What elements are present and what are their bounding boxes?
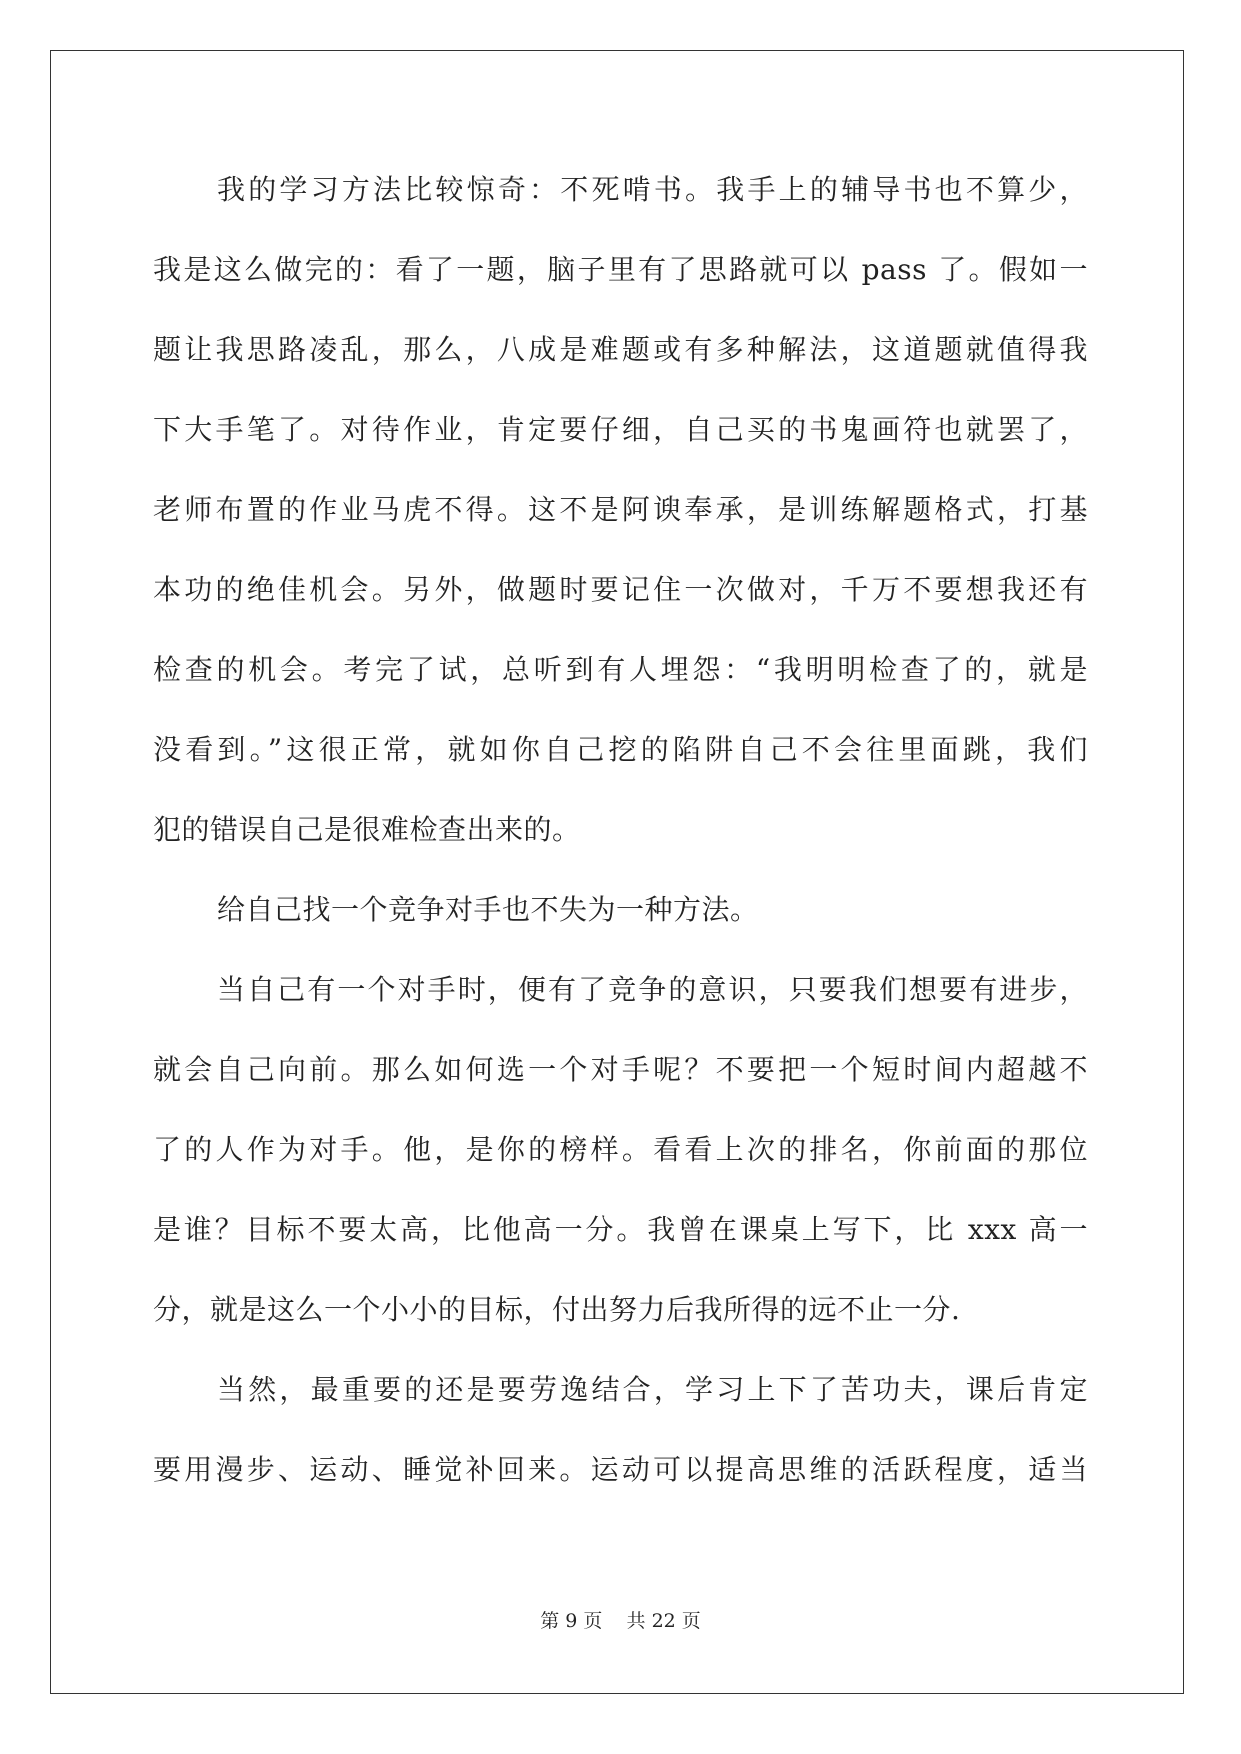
- paragraph-line: 没看到。”这很正常，就如你自己挖的陷阱自己不会往里面跳，我们: [153, 733, 1088, 766]
- document-body: [153, 150, 1088, 1510]
- paragraph-line: 我是这么做完的：看了一题，脑子里有了思路就可以 pass 了。假如一: [153, 253, 1088, 286]
- paragraph-line: 检查的机会。考完了试，总听到有人埋怨：“我明明检查了的，就是: [153, 653, 1088, 686]
- paragraph-line: 题让我思路凌乱，那么，八成是难题或有多种解法，这道题就值得我: [153, 333, 1088, 366]
- paragraph-line: 就会自己向前。那么如何选一个对手呢？不要把一个短时间内超越不: [153, 1053, 1088, 1086]
- paragraph-line: 了的人作为对手。他，是你的榜样。看看上次的排名，你前面的那位: [153, 1133, 1088, 1166]
- paragraph-line: 当自己有一个对手时，便有了竞争的意识，只要我们想要有进步，: [217, 973, 1088, 1006]
- paragraph-line: 给自己找一个竞争对手也不失为一种方法。: [217, 893, 759, 926]
- paragraph-line: 当然，最重要的还是要劳逸结合，学习上下了苦功夫，课后肯定: [217, 1373, 1088, 1406]
- paragraph-line: 分，就是这么一个小小的目标，付出努力后我所得的远不止一分.: [153, 1293, 961, 1326]
- paragraph-line: 下大手笔了。对待作业，肯定要仔细，自己买的书鬼画符也就罢了，: [153, 413, 1088, 446]
- paragraph-line: 本功的绝佳机会。另外，做题时要记住一次做对，千万不要想我还有: [153, 573, 1088, 606]
- paragraph-line: 老师布置的作业马虎不得。这不是阿谀奉承，是训练解题格式，打基: [153, 493, 1088, 526]
- paragraph-line: 我的学习方法比较惊奇：不死啃书。我手上的辅导书也不算少，: [217, 173, 1088, 206]
- paragraph-line: 要用漫步、运动、睡觉补回来。运动可以提高思维的活跃程度，适当: [153, 1453, 1088, 1486]
- paragraph-line: 是谁？目标不要太高，比他高一分。我曾在课桌上写下，比 xxx 高一: [153, 1213, 1088, 1246]
- paragraph-line: 犯的错误自己是很难检查出来的。: [153, 813, 581, 846]
- page-number-footer: 第 9 页 共 22 页: [540, 1610, 701, 1632]
